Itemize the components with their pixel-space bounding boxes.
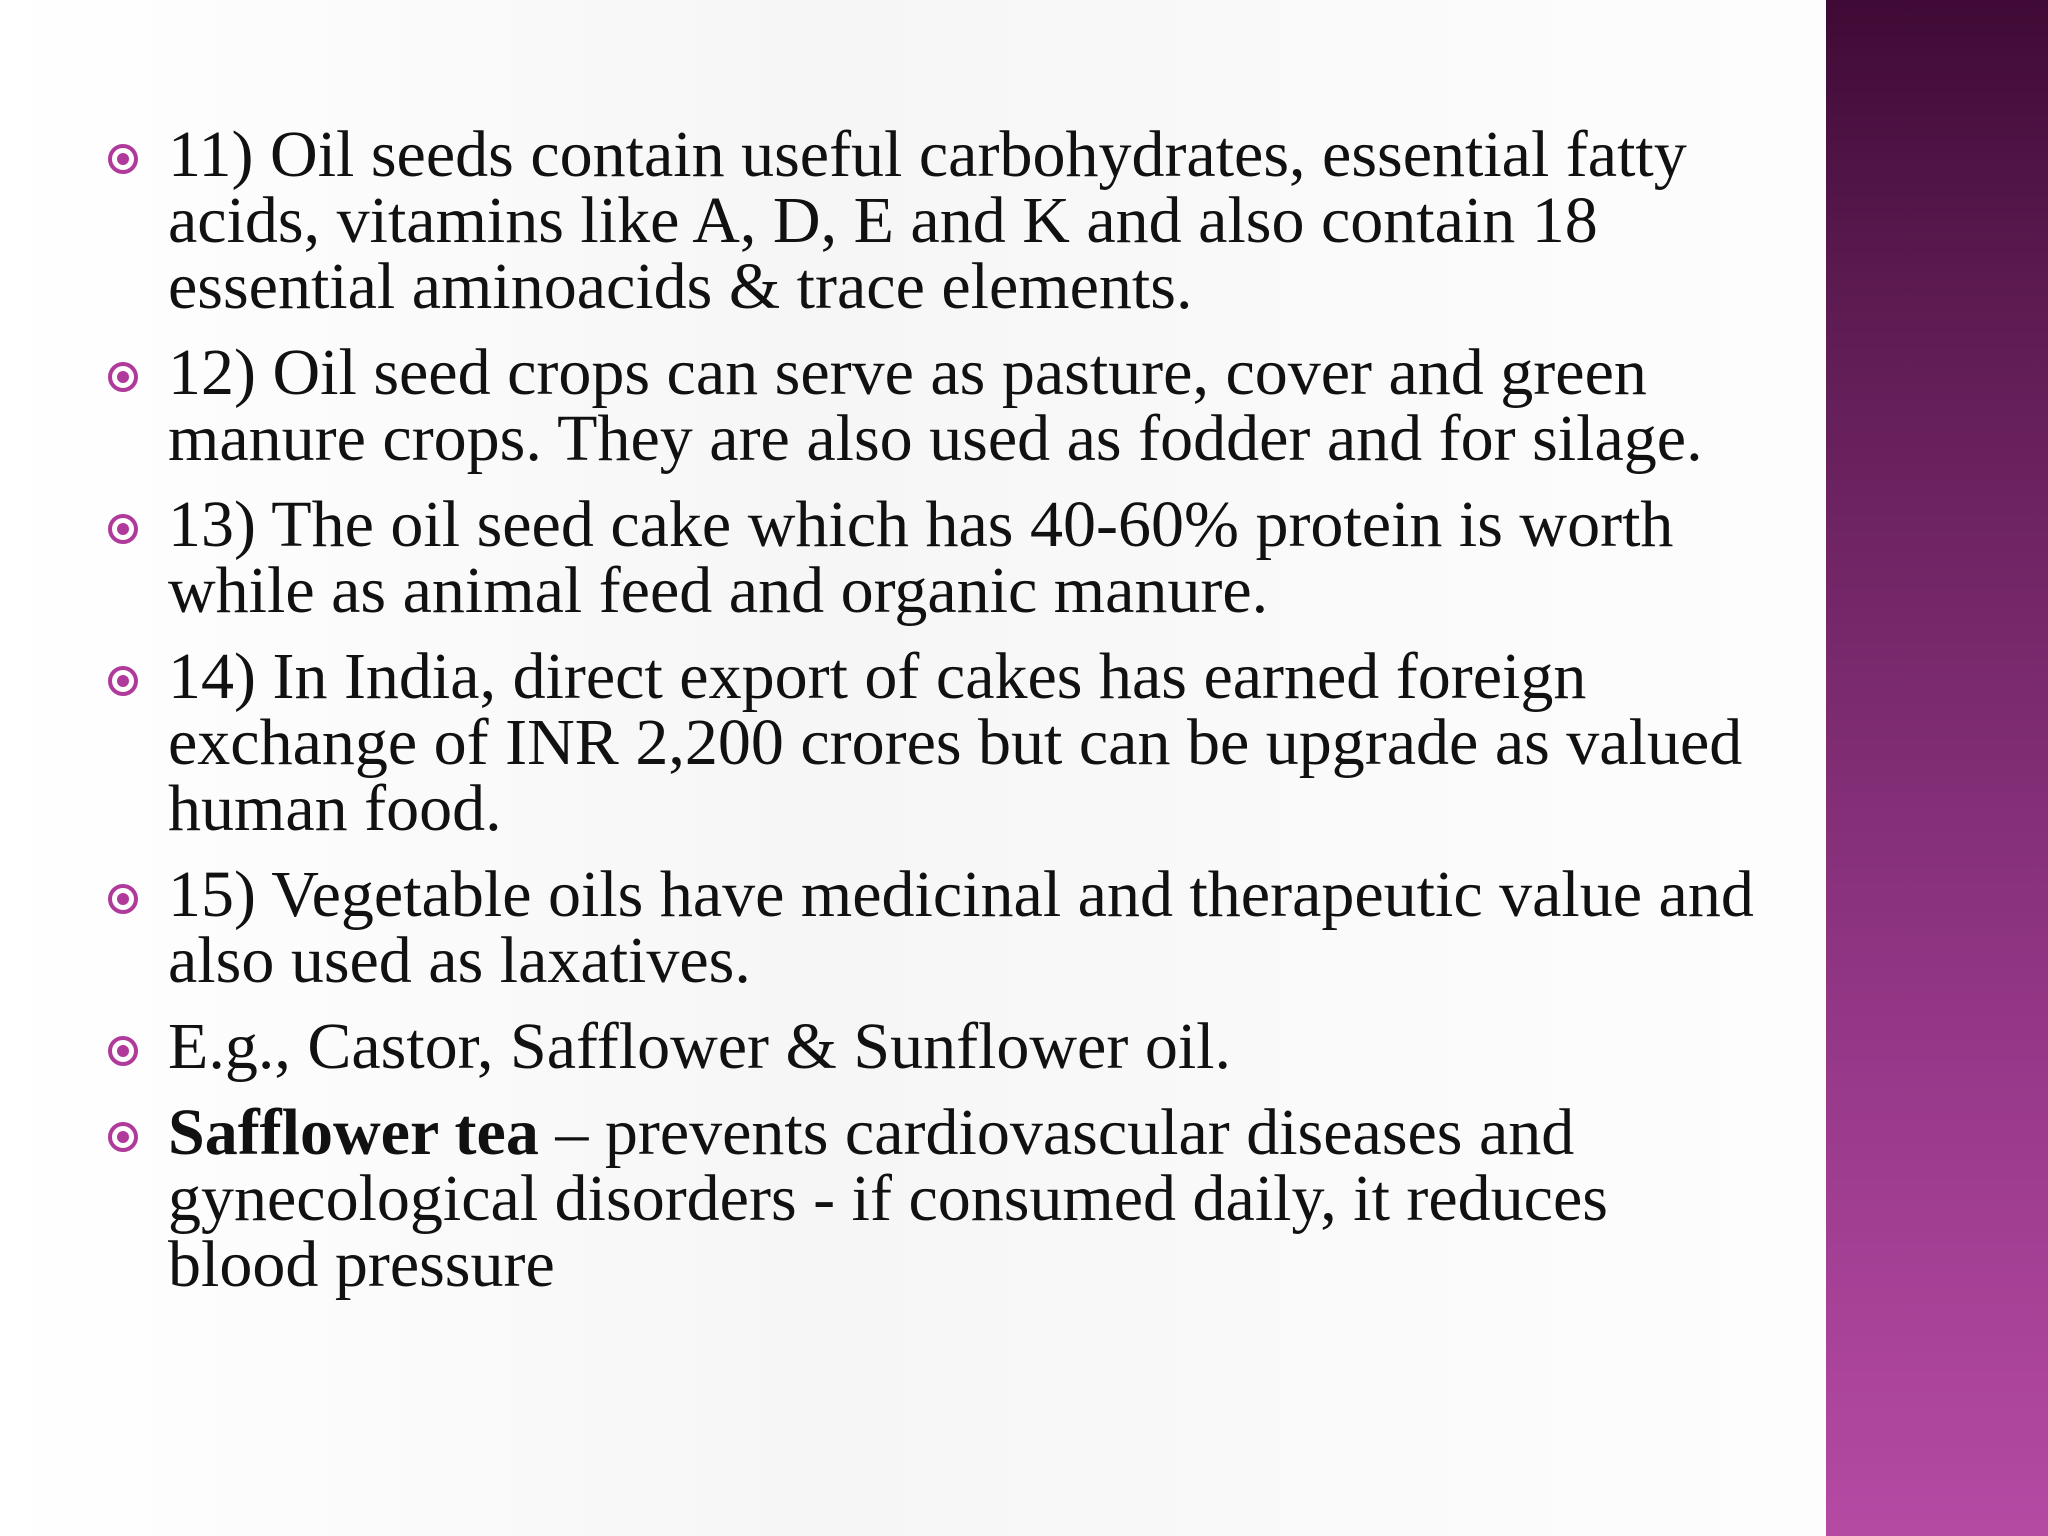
circled-dot-icon <box>108 666 138 696</box>
circled-dot-icon <box>108 362 138 392</box>
circled-dot-icon <box>108 144 138 174</box>
circled-dot-icon <box>108 514 138 544</box>
bullet-bold-lead: Safflower tea <box>168 1096 539 1169</box>
bullet-item <box>104 640 1754 845</box>
bullet-text: 15) Vegetable oils have medicinal and therapeutic value and also used as laxatives. <box>168 858 1754 997</box>
decorative-side-band <box>1826 0 2048 1536</box>
circled-dot-icon <box>108 884 138 914</box>
bullet-text: 11) Oil seeds contain useful carbohydrates, essential fatty acids, vitamins like A, D, E and K and also contain 18 essential aminoacids & trace elements. <box>168 118 1687 323</box>
bullet-text: 14) In India, direct export of cakes has earned foreign exchange of INR 2,200 crores but can be upgrade as valued human food. <box>168 640 1743 845</box>
bullet-text: – prevents cardiovascular diseases and gynecological disorders - if consumed daily, it reduces blood pressure <box>168 1096 1608 1301</box>
bullet-text: 13) The oil seed cake which has 40-60% protein is worth while as animal feed and organic manure. <box>168 488 1674 627</box>
bullet-item <box>104 858 1754 997</box>
circled-dot-icon <box>108 1122 138 1152</box>
bullet-item <box>104 488 1754 627</box>
bullet-item <box>104 336 1754 475</box>
bullet-text: 12) Oil seed crops can serve as pasture, cover and green manure crops. They are also used as fodder and for silage. <box>168 336 1703 475</box>
bullet-item <box>104 118 1754 323</box>
circled-dot-icon <box>108 1036 138 1066</box>
bullet-item <box>104 1096 1754 1301</box>
slide-body <box>104 118 1754 1318</box>
bullet-list <box>104 118 1754 1301</box>
bullet-item <box>104 1010 1754 1083</box>
bullet-text: E.g., Castor, Safflower & Sunflower oil. <box>168 1010 1231 1083</box>
